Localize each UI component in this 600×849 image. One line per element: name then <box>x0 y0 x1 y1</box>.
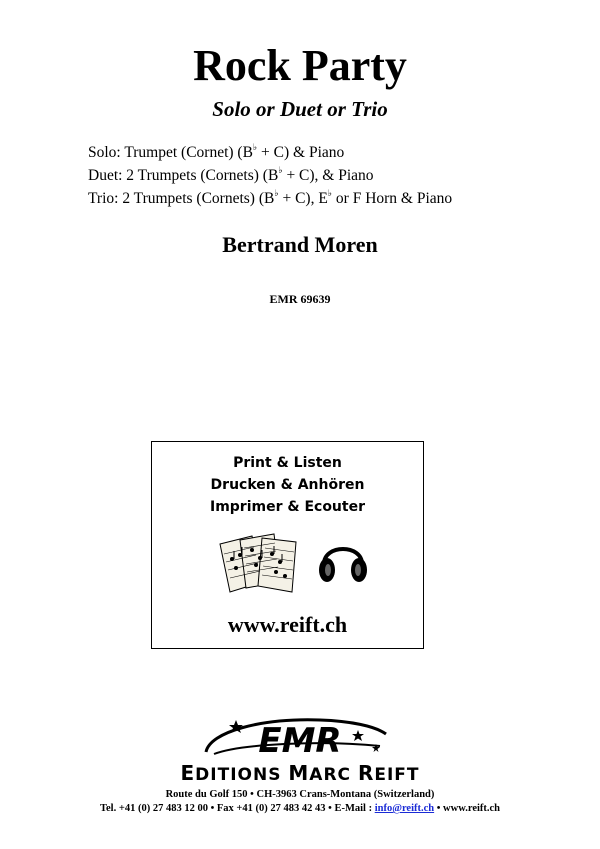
subtitle: Solo or Duet or Trio <box>212 97 388 121</box>
instrumentation-solo: Solo: Trumpet (Cornet) (B♭ + C) & Piano <box>88 141 345 161</box>
catalog-number: EMR 69639 <box>269 292 331 306</box>
instrumentation-duet: Duet: 2 Trumpets (Cornets) (B♭ + C), & Piano <box>88 164 374 184</box>
headphones-icon <box>318 534 368 586</box>
emr-logo-text: EMR <box>258 721 342 761</box>
composer-name: Bertrand Moren <box>222 232 378 257</box>
publisher-contact: Tel. +41 (0) 27 483 12 00 • Fax +41 (0) 27 483 42 43 • E-Mail : info@reift.ch • www.reift.ch <box>99 803 501 814</box>
instrumentation-trio: Trio: 2 Trumpets (Cornets) (B♭ + C), E♭ or F Horn & Piano <box>88 187 453 207</box>
promo-line-2: Drucken & Anhören <box>210 477 365 493</box>
promo-line-3: Imprimer & Ecouter <box>209 499 365 515</box>
sheet-music-icon <box>218 532 304 596</box>
print-listen-box[interactable] <box>151 441 424 649</box>
website-link[interactable]: www.reift.ch <box>227 612 348 637</box>
publisher-address: Route du Golf 150 • CH-3963 Crans-Montana (Switzerland) <box>165 789 435 800</box>
promo-line-1: Print & Listen <box>233 455 342 471</box>
page-title: Rock Party <box>193 41 407 90</box>
email-link[interactable]: info@reift.ch <box>374 803 435 814</box>
publisher-name: EDITIONS MARC REIFT <box>180 761 420 785</box>
emr-logo <box>200 714 400 762</box>
